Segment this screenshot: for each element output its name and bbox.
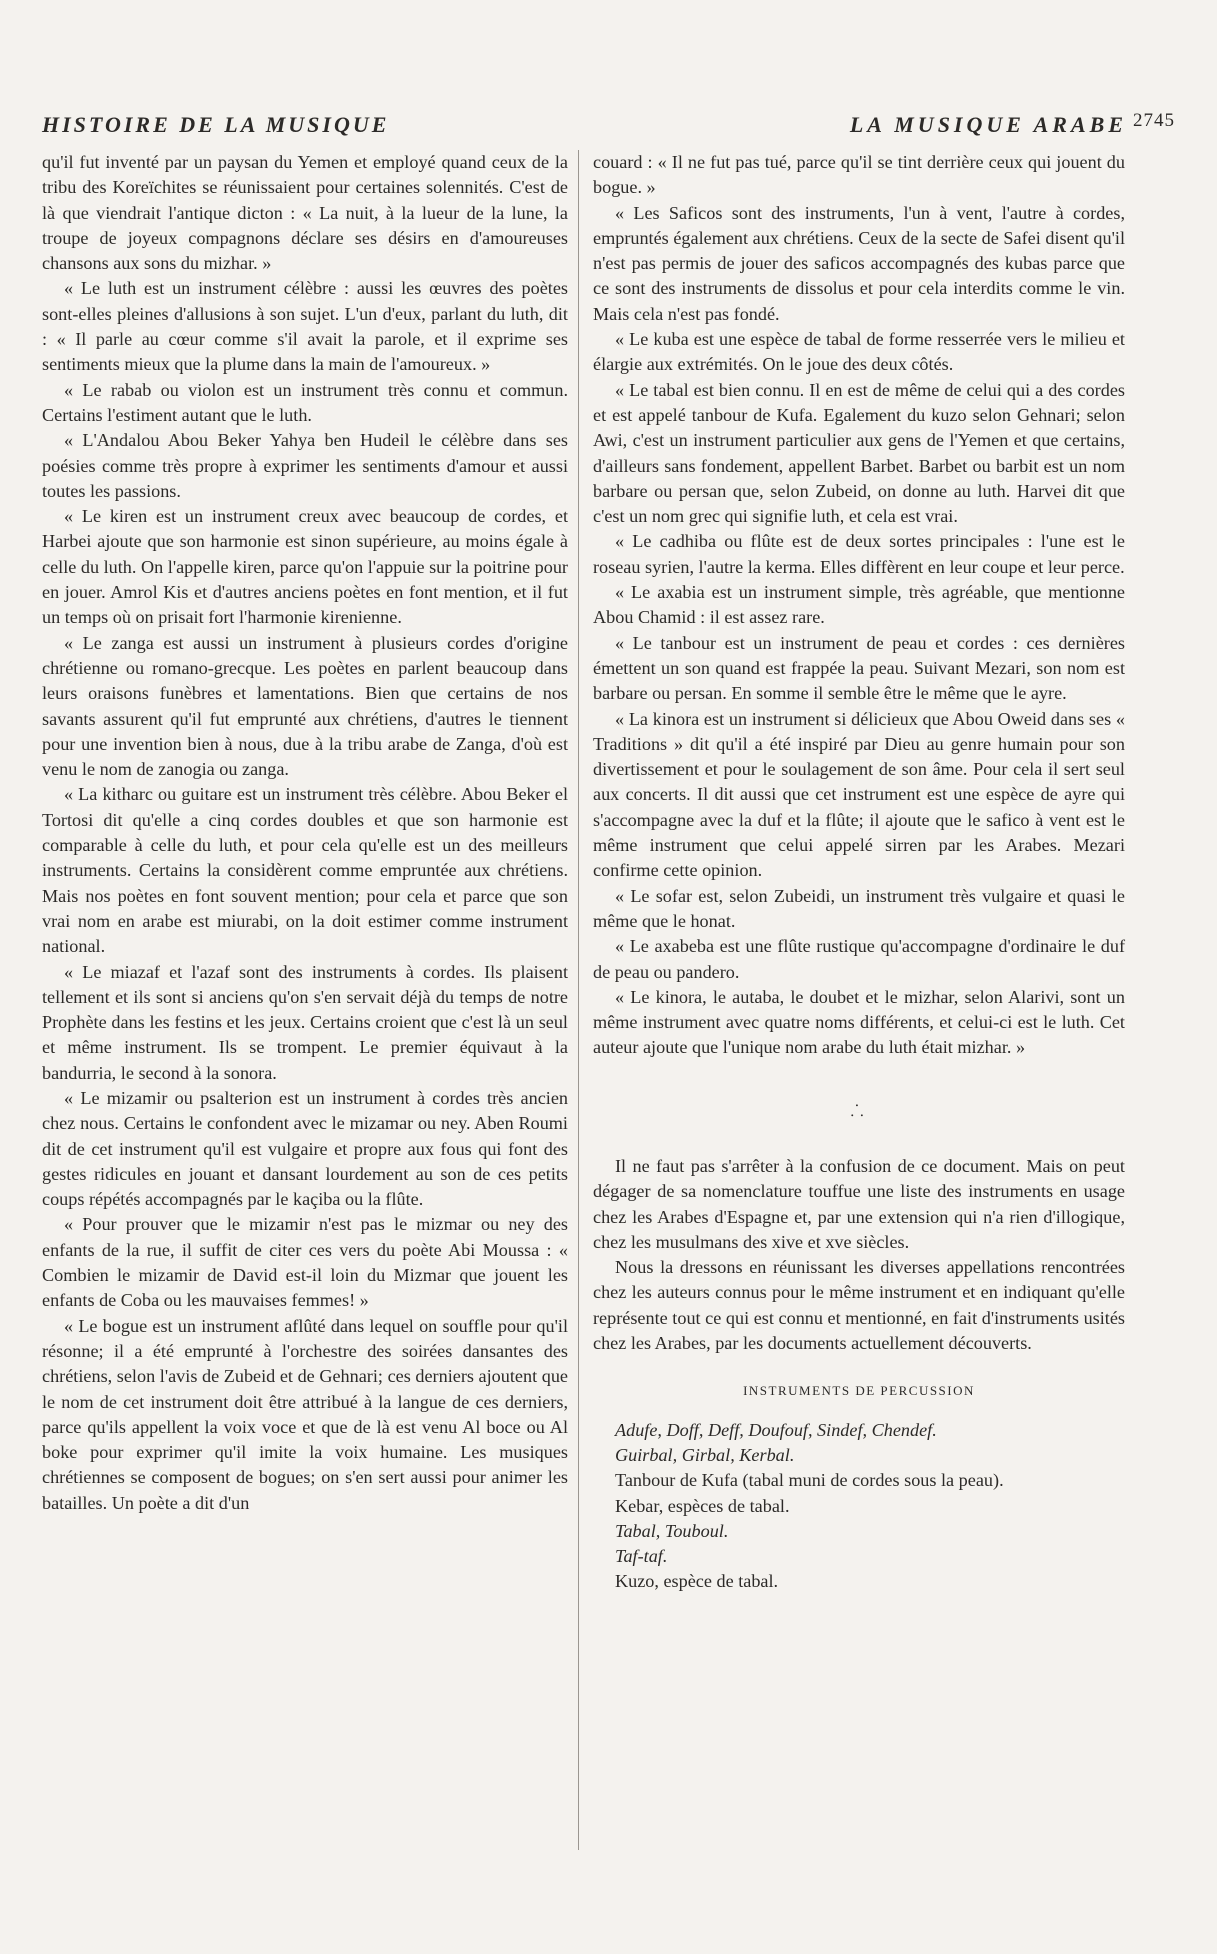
paragraph: « Le cadhiba ou flûte est de deux sortes principales : l'une est le roseau syrien, l'autre la kerma. Elles diffèrent en leur coupe et leur perce. [593,531,1125,577]
left-column [42,150,568,1516]
list-item: Taf-taf. [615,1546,668,1567]
running-header [42,104,1127,144]
instrument-list [593,1418,1125,1595]
section-separator: ⸫ [850,1102,868,1120]
list-item: Tanbour de Kufa (tabal muni de cordes sous la peau). [615,1470,1004,1491]
list-item: Tabal, Touboul. [615,1520,729,1541]
paragraph: « Le sofar est, selon Zubeidi, un instrument très vulgaire et quasi le même que le honat. [593,885,1125,931]
paragraph: « Les Saficos sont des instruments, l'un à vent, l'autre à cordes, empruntés également aux chrétiens. Ceux de la secte de Safei disent qu'il n'est pas permis de jouer des saficos accompagnés des kubas parce que ce sont des instruments de dissolus et pour cela interdits comme le vin. Mais cela n'est pas fondé. [593,202,1125,324]
paragraph: « La kitharc ou guitare est un instrument très célèbre. Abou Beker el Tortosi dit qu'elle a cinq cordes doubles et que son harmonie est comparable à celle du luth, et pour cela qu'elle est un des meilleurs instruments. Certains la considèrent comme empruntée aux chrétiens. Mais nos poètes en font souvent mention; pour cela et parce que son vrai nom en arabe est miurabi, on la doit estimer comme instrument national. [42,784,568,957]
paragraph: « Le kuba est une espèce de tabal de forme resserrée vers le milieu et élargie aux extrémités. On le joue des deux côtés. [593,329,1125,375]
paragraph: « Le luth est un instrument célèbre : aussi les œuvres des poètes sont-elles pleines d'allusions à son sujet. L'un d'eux, parlant du luth, dit : « Il parle au cœur comme s'il avait la parole, et il exprime ses sentiments mieux que la plume dans la main de l'amoureux. » [42,278,568,375]
paragraph: « Le mizamir ou psalterion est un instrument à cordes très ancien chez nous. Certains le confondent avec le mizamar ou ney. Aben Roumi dit de cet instrument qu'il est vulgaire et propre aux fous qui font des gestes ridicules en jouant et dansant lourdement au son de ces petits coups répétés accompagnés par le kaçiba ou la flûte. [42,1087,568,1210]
list-item: Guirbal, Girbal, Kerbal. [615,1444,795,1465]
paragraph: « Le tabal est bien connu. Il en est de même de celui qui a des cordes et est appelé tanbour de Kufa. Egalement du kuzo selon Gehnari; selon Awi, c'est un instrument particulier aux gens de l'Yemen et que certains, d'ailleurs sans fondement, appellent Barbet. Barbet ou barbit est un nom barbare ou persan que, selon Zubeid, on donne au luth. Harvei dit que c'est un nom grec qui signifie luth, et cela est vrai. [593,379,1125,527]
paragraph: « Le tanbour est un instrument de peau et cordes : ces dernières émettent un son quand est frappée la peau. Suivant Mezari, son nom est barbare ou persan. En somme il semble être le même que le ayre. [593,632,1125,704]
list-item: Kuzo, espèce de tabal. [615,1571,779,1592]
paragraph: « Le miazaf et l'azaf sont des instruments à cordes. Ils plaisent tellement et ils sont si anciens qu'on s'en servait déjà du temps de notre Prophète dans les festins et les jeux. Certains croient que c'est là un seul et même instrument. Ils se trompent. Le premier équivaut à la bandurria, le second à la sonora. [42,961,568,1083]
paragraph: « Le axabia est un instrument simple, très agréable, que mentionne Abou Chamid : il est assez rare. [593,582,1125,628]
paragraph: « Le kinora, le autaba, le doubet et le mizhar, selon Alarivi, sont un même instrument avec quatre noms différents, et celui-ci est le luth. Cet auteur ajoute que l'unique nom arabe du luth était mizhar. » [593,986,1125,1058]
paragraph: « Le kiren est un instrument creux avec beaucoup de cordes, et Harbei ajoute que son harmonie est sinon supérieure, au moins égale à celle du luth. On l'appelle kiren, parce qu'on l'appuie sur la poitrine pour en jouer. Amrol Kis et d'autres anciens poètes en font mention, et il fut un temps où on prisait fort l'harmonie kirenienne. [42,506,568,628]
paragraph: « L'Andalou Abou Beker Yahya ben Hudeil le célèbre dans ses poésies comme très propre à exprimer les sentiments d'amour et aussi toutes les passions. [42,430,568,501]
paragraph: « Le axabeba est une flûte rustique qu'accompagne d'ordinaire le duf de peau ou pandero. [593,936,1125,982]
paragraph: « Pour prouver que le mizamir n'est pas le mizmar ou ney des enfants de la rue, il suffit de citer ces vers du poète Abi Moussa : « Combien le mizamir de David est-il loin du Mizmar que jouent les enfants de Coba ou les mauvaises femmes! » [42,1214,568,1311]
header-right-title: LA MUSIQUE ARABE [849,112,1127,137]
paragraph: Il ne faut pas s'arrêter à la confusion de ce document. Mais on peut dégager de sa nomenclature touffue une liste des instruments en usage chez les Arabes d'Espagne et, par une extension qui n'a rien d'illogique, chez les musulmans des xive et xve siècles. [593,1155,1125,1252]
paragraph: « Le zanga est aussi un instrument à plusieurs cordes d'origine chrétienne ou romano-grecque. Les poètes en parlent beaucoup dans leurs oraisons funèbres et lamentations. Bien que certains de nos savants assurent qu'il fut emprunté aux chrétiens, d'autres le tiennent pour une invention bien à nous, due à la tribu arabe de Zanga, d'où est venu le nom de zanogia ou zanga. [42,632,568,780]
section-title: INSTRUMENTS DE PERCUSSION [743,1383,975,1399]
header-left-title: HISTOIRE DE LA MUSIQUE [42,112,390,137]
paragraph: qu'il fut inventé par un paysan du Yemen et employé quand ceux de la tribu des Koreïchites se réunissaient pour certaines solennités. C'est de là que viendrait l'antique dicton : « La nuit, à la lueur de la lune, la troupe de joyeux compagnons déclare ses désirs en d'amoureuses chansons aux sons du mizhar. » [42,152,568,274]
list-item: Kebar, espèces de tabal. [615,1495,790,1516]
paragraph: Nous la dressons en réunissant les diverses appellations rencontrées chez les auteurs connus pour le même instrument et en indiquant qu'elle représente tout ce qui est connu et mentionné, en fait d'instruments usités chez les Arabes, par les documents actuellement découverts. [593,1257,1125,1354]
list-item: Adufe, Doff, Deff, Doufouf, Sindef, Chendef. [615,1419,937,1440]
column-divider [578,150,579,1850]
paragraph: « Le rabab ou violon est un instrument très connu et commun. Certains l'estiment autant que le luth. [42,379,568,425]
paragraph: « Le bogue est un instrument aflûté dans lequel on souffle pour qu'il résonne; il a été emprunté à l'orchestre des soirées dansantes des chrétiens, selon l'avis de Zubeid et de Gehnari; ces derniers ajoutent que le nom de cet instrument doit être attribué à la langue de ces derniers, parce qu'ils appellent la voix voce et que de là est venu Al boce ou Al boke pour exprimer qu'il imite la voix humaine. Les musiques chrétiennes se composent de bogues; on s'en sert aussi pour animer les batailles. Un poète a dit d'un [42,1315,568,1513]
paragraph: couard : « Il ne fut pas tué, parce qu'il se tint derrière ceux qui jouent du bogue. » [593,152,1125,198]
right-column [593,150,1125,1595]
page-number: 2745 [1133,110,1175,131]
paragraph: « La kinora est un instrument si délicieux que Abou Oweid dans ses « Traditions » dit qu'il a été inspiré par Dieu au genre humain pour son divertissement et pour le soulagement de son âme. Pour cela il sert seul aux concerts. Il dit aussi que cet instrument est une espèce de ayre qui s'accompagne avec la duf et la flûte; il ajoute que le safico à vent est le même instrument que celui appelé sirren par les Arabes. Mezari confirme cette opinion. [593,708,1125,881]
